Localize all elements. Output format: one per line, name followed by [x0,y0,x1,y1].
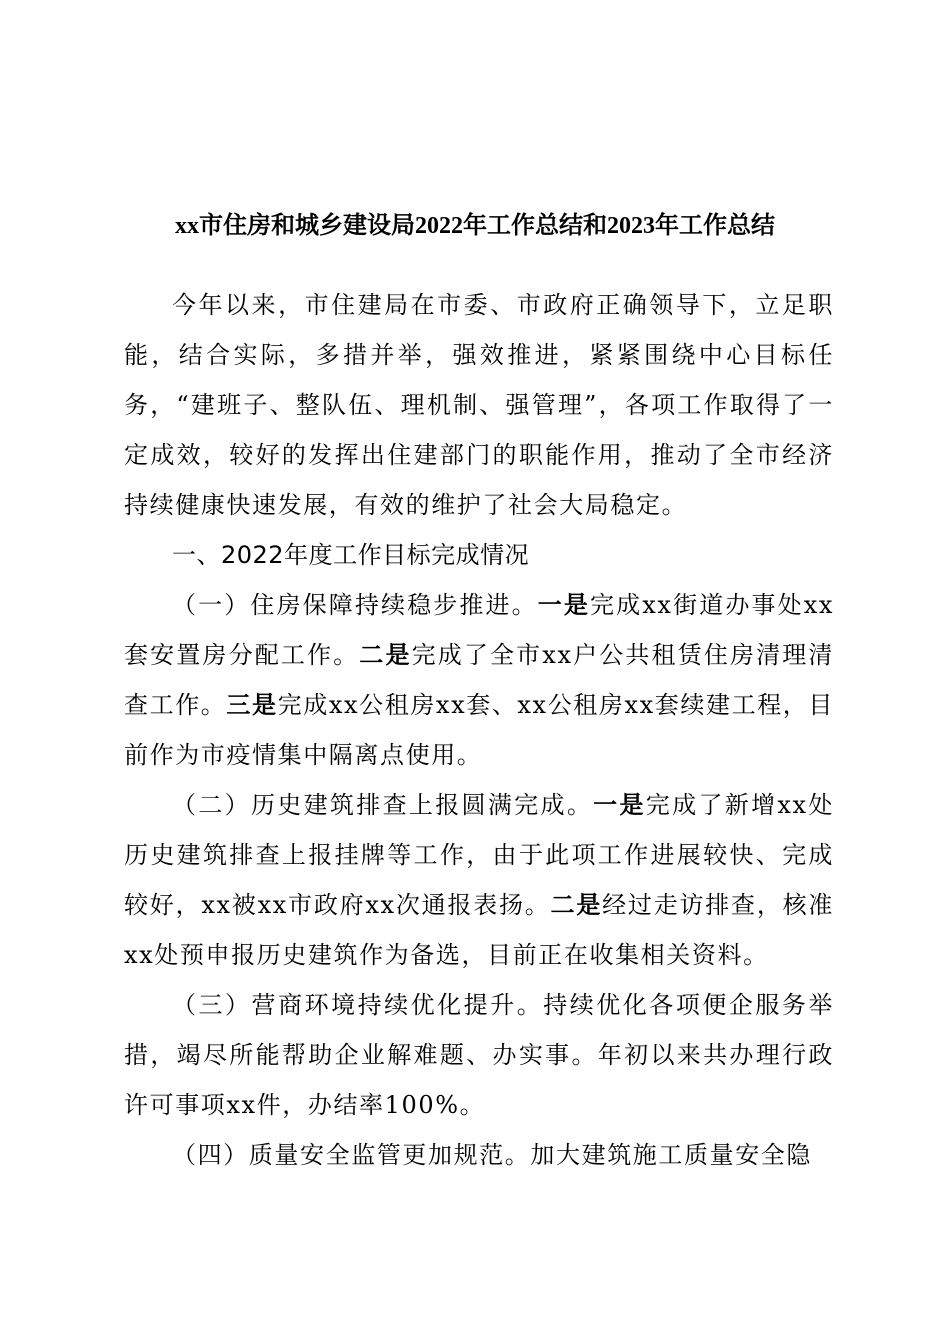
lead-word: 三是 [226,690,278,719]
lead-word: 一是 [593,790,646,819]
item-text: 完成了全市xx户公共租赁住房清理清查工作。 [124,641,835,719]
item-text: 完成xx公租房xx套、xx公租房xx套续建工程，目前作为市疫情集中隔离点使用。 [124,691,835,769]
item-text: 经过走访排查，核准xx处预申报历史建筑作为备选，目前正在收集相关资料。 [124,891,834,969]
lead-word: 一是 [537,590,591,619]
item-text: 完成xx街道办事处xx套安置房分配工作。 [124,591,835,669]
paragraph-quality-safety [124,1130,834,1180]
intro-paragraph: 今年以来，市住建局在市委、市政府正确领导下，立足职能，结合实际，多措并举，强效推进，紧紧围绕中心目标任务，“建班子、整队伍、理机制、强管理”，各项工作取得了一定成效，较好的发挥出住建部门的职能作用，推动了全市经济持续健康快速发展，有效的维护了社会大局稳定。 [124,291,834,519]
item-title: （四）质量安全监管更加规范。 [172,1141,531,1169]
lead-word: 二是 [359,640,412,669]
document-body [124,280,834,1180]
item-title: （二）历史建筑排查上报圆满完成。 [172,791,594,819]
item-text: 加大建筑施工质量安全隐 [530,1141,813,1169]
item-text: 持续优化各项便企服务举措，竭尽所能帮助企业解难题、办实事。年初以来共办理行政许可事项xx件，办结率100%。 [124,991,834,1119]
item-title: （三）营商环境持续优化提升。 [172,991,544,1019]
paragraph-business-environment [124,980,834,1130]
paragraph-housing [124,580,834,780]
lead-word: 二是 [550,890,603,919]
paragraph-historic-buildings [124,780,834,980]
document-title: xx市住房和城乡建设局2022年工作总结和2023年工作总结 [175,213,775,239]
section-heading: 一、2022年度工作目标完成情况 [172,541,530,569]
item-text: 完成了新增xx处历史建筑排查上报挂牌等工作，由于此项工作进展较快、完成较好，xx被xx市政府xx次通报表扬。 [124,791,834,919]
item-title: （一）住房保障持续稳步推进。 [172,591,538,619]
